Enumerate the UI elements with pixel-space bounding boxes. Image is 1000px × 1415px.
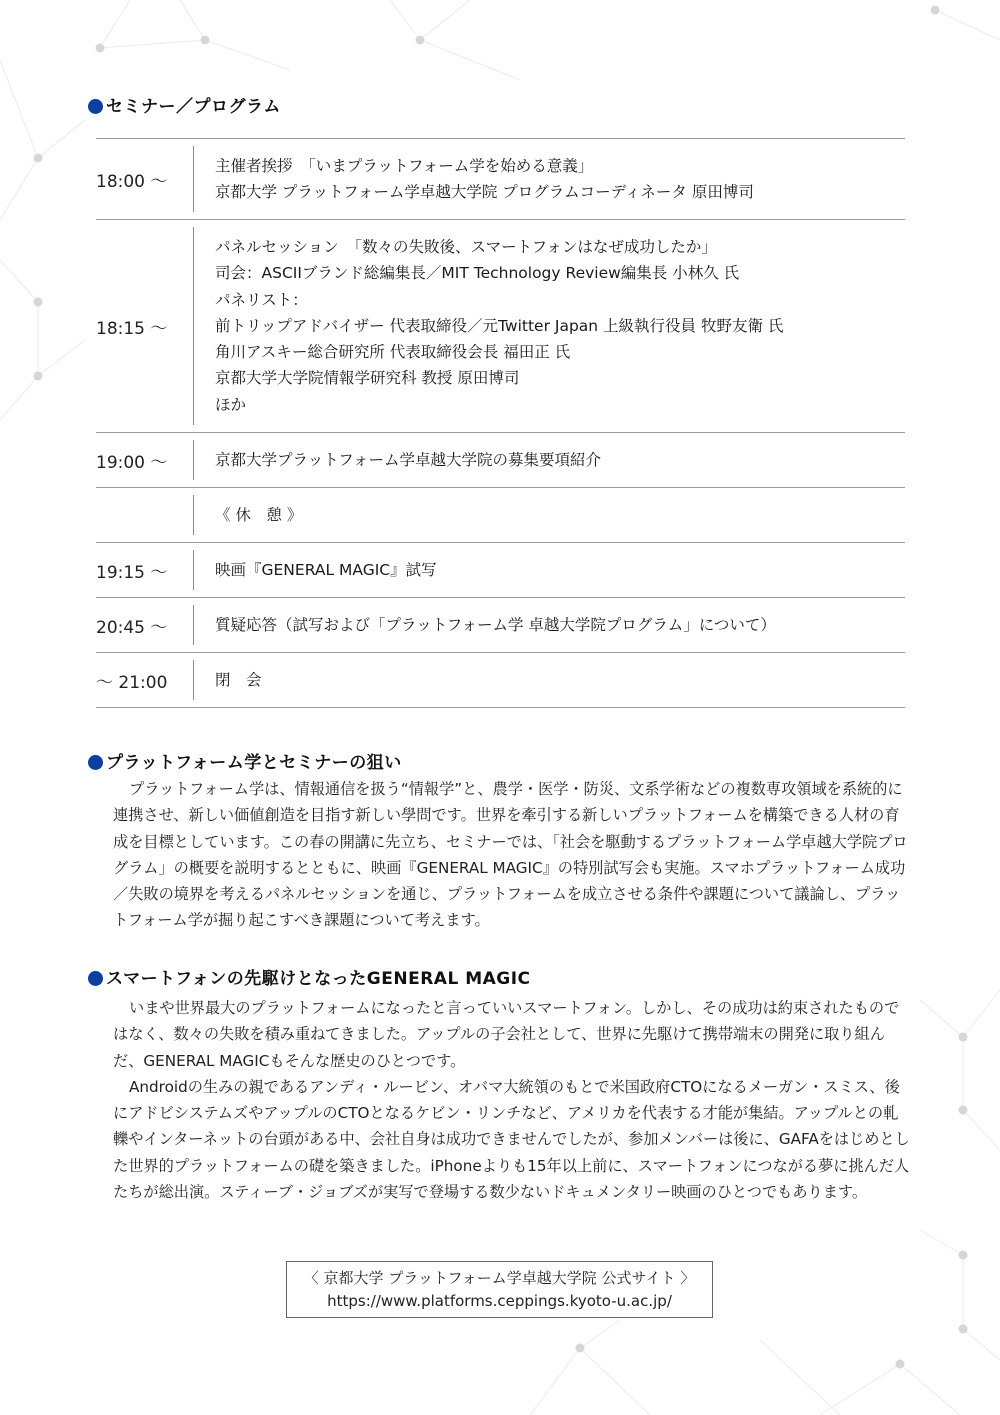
program-row: [96, 543, 905, 598]
program-line: パネルセッション 「数々の失敗後、スマートフォンはなぜ成功したか」: [215, 237, 717, 256]
official-site-label: 〈 京都大学 プラットフォーム学卓越大学院 公式サイト 〉: [303, 1268, 696, 1287]
program-time: 20:45 ～: [96, 617, 168, 638]
aims-body: [113, 776, 913, 934]
program-row: [96, 138, 905, 220]
program-description: [194, 543, 905, 597]
program-row: [96, 598, 905, 653]
program-line: ほか: [215, 395, 247, 414]
program-line: 京都大学プラットフォーム学卓越大学院の募集要項紹介: [215, 450, 601, 469]
program-line: 角川アスキー総合研究所 代表取締役会長 福田正 氏: [215, 343, 571, 362]
general-magic-heading: スマートフォンの先駆けとなったGENERAL MAGIC: [88, 964, 531, 989]
bullet-icon: [88, 755, 103, 770]
program-line: 閉 会: [215, 670, 262, 689]
general-magic-body: [113, 995, 913, 1205]
aims-heading: プラットフォーム学とセミナーの狙い: [88, 748, 402, 773]
bullet-icon: [88, 99, 103, 114]
program-line: 質疑応答（試写および「プラットフォーム学 卓越大学院プログラム」について）: [215, 615, 776, 634]
program-line: 前トリップアドバイザー 代表取締役／元Twitter Japan 上級執行役員 牧野友衛 氏: [215, 316, 784, 335]
paragraph: プラットフォーム学は、情報通信を扱う“情報学”と、農学・医学・防災、文系学術などの複数専攻領域を系統的に連携させ、新しい価値創造を目指す新しい學問です。世界を牽引する新しいプラットフォームを構築できる人材の育成を目標としています。この春の開講に先立ち、セミナーでは、「社会を駆動するプラットフォーム学卓越大学院プログラム」の概要を説明するとともに、映画『GENERAL MAGIC』の特別試写会も実施。スマホプラットフォーム成功／失敗の境界を考えるパネルセッションを通じ、プラットフォームを成立させる条件や課題について議論し、プラットフォーム学が掘り起こすべき課題について考えます。: [113, 780, 908, 930]
program-row: [96, 488, 905, 543]
paragraph: いまや世界最大のプラットフォームになったと言っていいスマートフォン。しかし、その成功は約束されたものではなく、数々の失敗を積み重ねてきました。アップルの子会社として、世界に先駆けて携帯端末の開発に取り組んだ、GENERAL MAGICもそんな歴史のひとつです。: [113, 999, 900, 1070]
program-line: パネリスト：: [215, 290, 308, 309]
program-table: [96, 138, 905, 708]
official-site-url[interactable]: https://www.platforms.ceppings.kyoto-u.ac.jp/: [327, 1291, 672, 1310]
program-line: 主催者挨拶 「いまプラットフォーム学を始める意義」: [215, 156, 594, 175]
paragraph: Androidの生みの親であるアンディ・ルービン、オバマ大統領のもとで米国政府CTOになるメーガン・スミス、後にアドビシステムズやアップルのCTOとなるケビン・リンチなど、アメリカを代表する才能が集結。アップルとの軋轢やインターネットの台頭がある中、会社自身は成功できませんでしたが、参加メンバーは後に、GAFAをはじめとした世界的プラットフォームの礎を築きました。iPhoneよりも15年以上前に、スマートフォンにつながる夢に挑んだ人たちが総出演。スティーブ・ジョブズが実写で登場する数少ないドキュメンタリー映画のひとつでもあります。: [113, 1077, 910, 1202]
official-site-box: [286, 1261, 713, 1318]
program-description: [194, 139, 905, 219]
program-time: ～ 21:00: [96, 672, 168, 693]
program-time: 18:15 ～: [96, 318, 168, 339]
program-time: [96, 488, 193, 542]
program-row: [96, 653, 905, 708]
program-description: [194, 598, 905, 652]
program-row: [96, 220, 905, 433]
program-time: 18:00 ～: [96, 171, 168, 192]
program-description: [194, 488, 905, 542]
program-time: 19:00 ～: [96, 452, 168, 473]
program-line: 《 休 憩 》: [215, 505, 303, 524]
program-line: 映画『GENERAL MAGIC』試写: [215, 560, 437, 579]
program-heading: セミナー／プログラム: [88, 92, 281, 117]
program-description: [194, 220, 905, 432]
program-description: [194, 433, 905, 487]
program-row: [96, 433, 905, 488]
program-time: 19:15 ～: [96, 562, 168, 583]
program-line: 京都大学 プラットフォーム学卓越大学院 プログラムコーディネータ 原田博司: [215, 183, 754, 201]
program-line: 京都大学大学院情報学研究科 教授 原田博司: [215, 369, 520, 388]
program-description: [194, 653, 905, 707]
bullet-icon: [88, 971, 103, 986]
program-line: 司会：ASCIIブランド総編集長／MIT Technology Review編集長 小林久 氏: [215, 264, 740, 283]
